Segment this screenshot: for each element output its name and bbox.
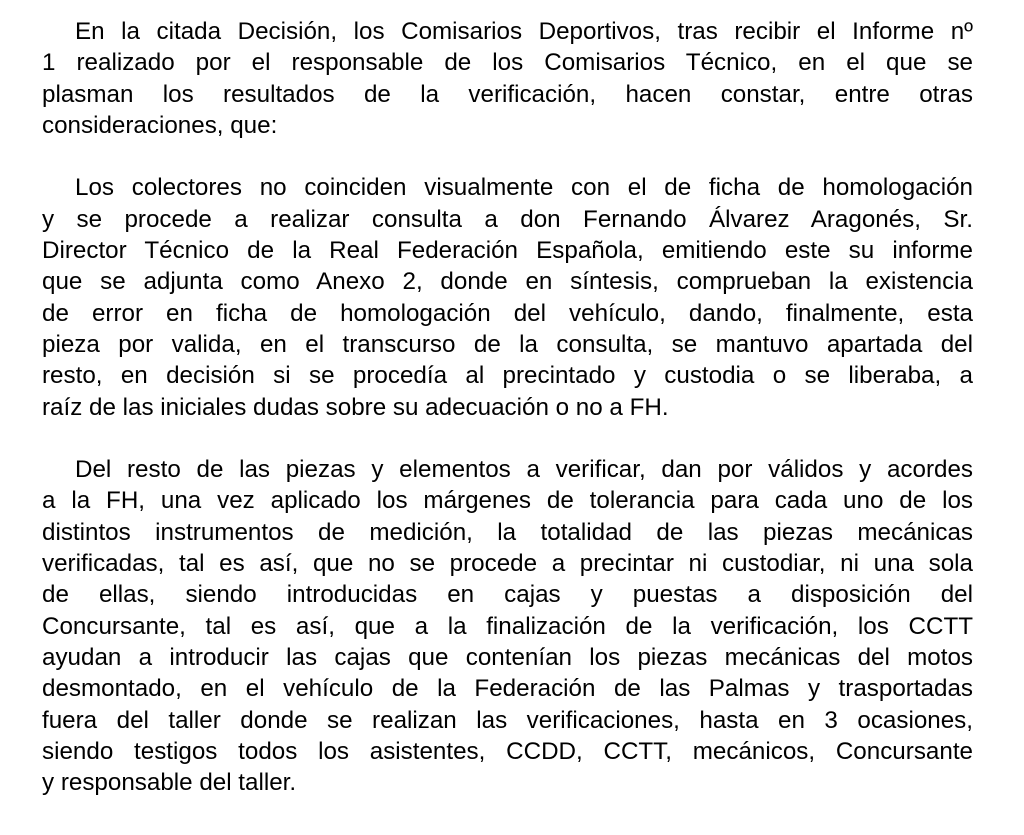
text-line: verificadas, tal es así, que no se procede a precintar ni custodiar, ni una sola (42, 550, 973, 578)
text-line: Director Técnico de la Real Federación Española, emitiendo este su informe (42, 237, 973, 265)
text-line: 1 realizado por el responsable de los Comisarios Técnico, en el que se (42, 49, 973, 77)
text-line: de ellas, siendo introducidas en cajas y puestas a disposición del (42, 581, 973, 609)
text-line: plasman los resultados de la verificación, hacen constar, entre otras (42, 80, 973, 108)
text-line: a la FH, una vez aplicado los márgenes de tolerancia para cada uno de los (42, 487, 973, 515)
text-line: raíz de las iniciales dudas sobre su adecuación o no a FH. (42, 393, 669, 421)
text-line: Concursante, tal es así, que a la finalización de la verificación, los CCTT (42, 612, 973, 640)
text-line: de error en ficha de homologación del vehículo, dando, finalmente, esta (42, 299, 973, 327)
text-line: resto, en decisión si se procedía al precintado y custodia o se liberaba, a (42, 362, 973, 390)
text-line: distintos instrumentos de medición, la totalidad de las piezas mecánicas (42, 518, 973, 546)
text-line: fuera del taller donde se realizan las verificaciones, hasta en 3 ocasiones, (42, 706, 973, 734)
paragraph-2 (42, 172, 973, 422)
text-line: desmontado, en el vehículo de la Federación de las Palmas y trasportadas (42, 675, 973, 703)
text-line: Los colectores no coinciden visualmente con el de ficha de homologación (75, 174, 973, 202)
document-page (42, 16, 973, 798)
text-line: ayudan a introducir las cajas que contenían los piezas mecánicas del motos (42, 643, 973, 671)
paragraph-3 (42, 454, 973, 798)
text-line: pieza por valida, en el transcurso de la consulta, se mantuvo apartada del (42, 330, 973, 358)
text-line: Del resto de las piezas y elementos a verificar, dan por válidos y acordes (75, 456, 973, 484)
text-line: y se procede a realizar consulta a don Fernando Álvarez Aragonés, Sr. (42, 205, 973, 233)
text-line: consideraciones, que: (42, 111, 278, 139)
paragraph-1 (42, 16, 973, 141)
text-line: En la citada Decisión, los Comisarios Deportivos, tras recibir el Informe nº (75, 18, 973, 45)
text-line: y responsable del taller. (42, 769, 297, 797)
text-line: siendo testigos todos los asistentes, CCDD, CCTT, mecánicos, Concursante (42, 737, 973, 765)
text-line: que se adjunta como Anexo 2, donde en síntesis, comprueban la existencia (42, 268, 973, 296)
